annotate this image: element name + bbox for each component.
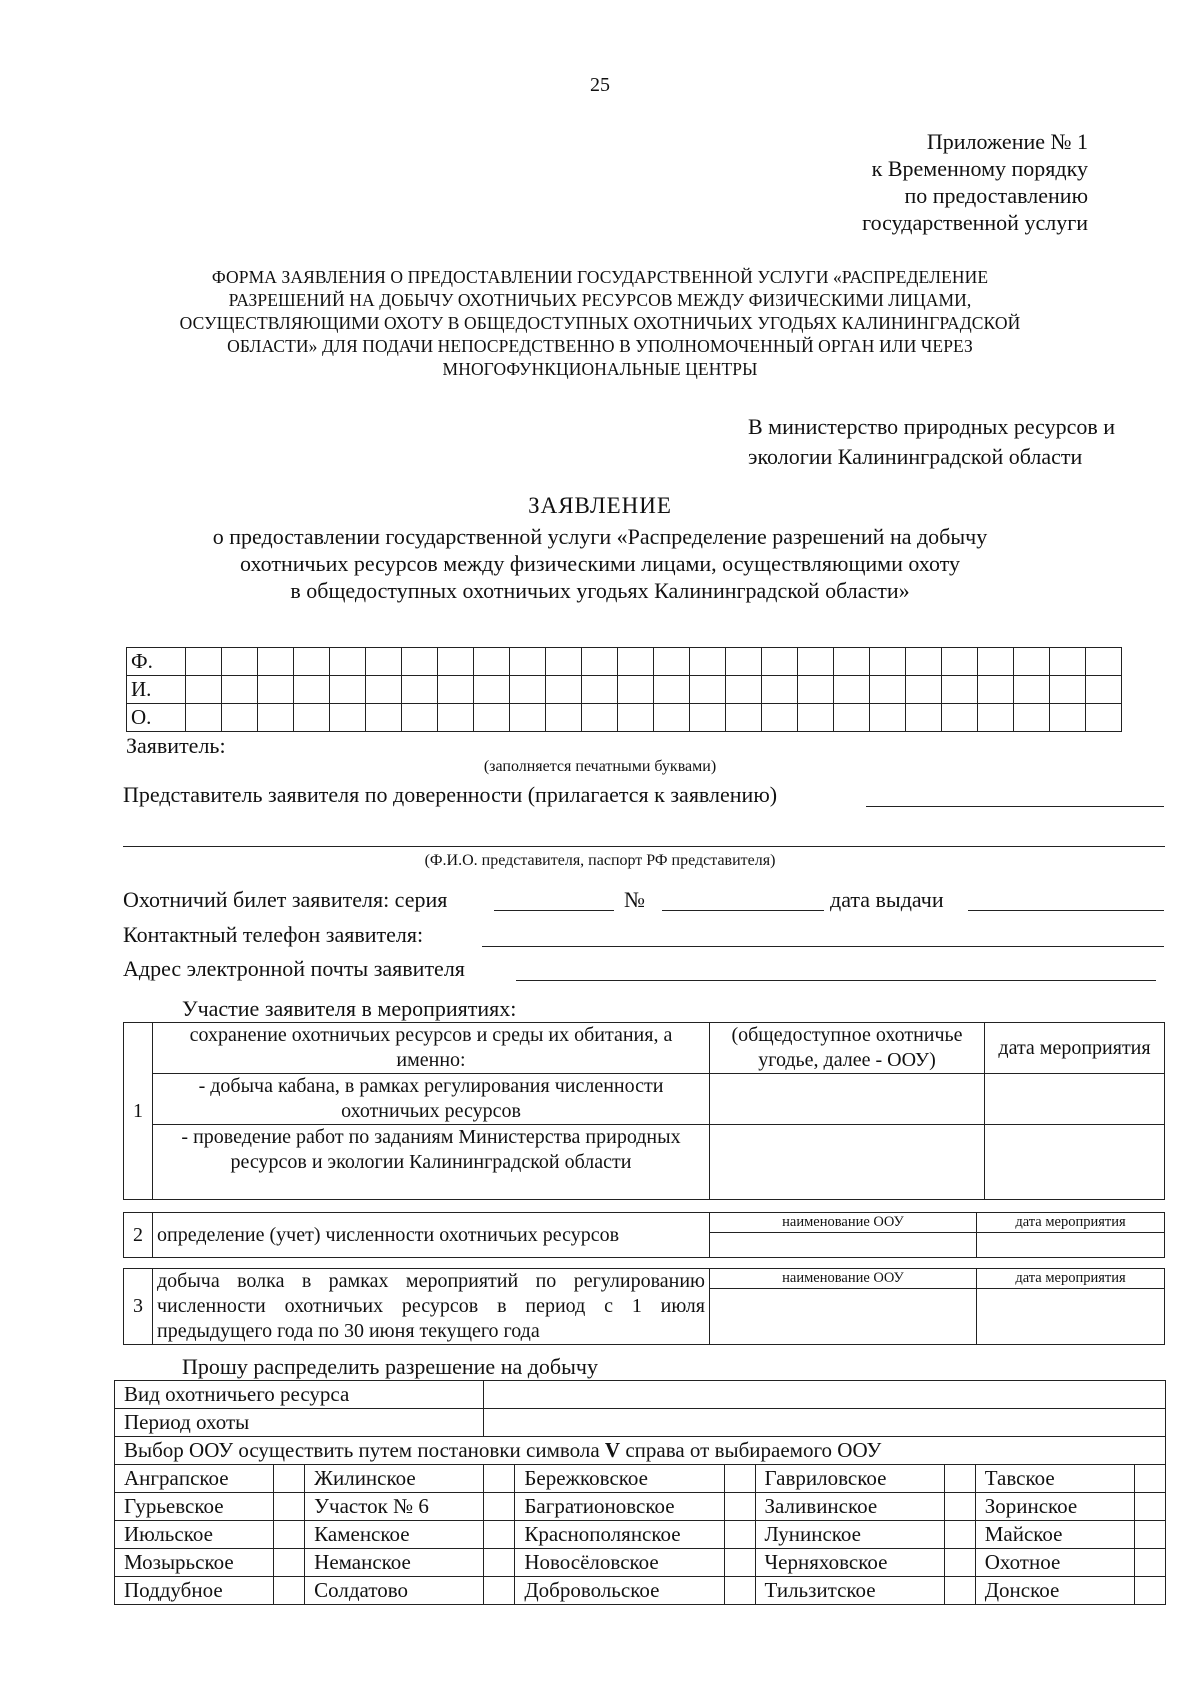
event-header: сохранение охотничьих ресурсов и среды их обитания, а именно:	[153, 1023, 710, 1074]
fio-cell[interactable]	[618, 676, 654, 704]
event-sub-ministry: - проведение работ по заданиям Министерства природных ресурсов и экологии Калининградской области	[153, 1125, 710, 1200]
events-row-boar	[124, 1074, 1165, 1125]
oou-checkbox[interactable]	[944, 1577, 975, 1605]
fio-cell[interactable]	[222, 648, 258, 676]
oou-checkbox[interactable]	[944, 1549, 975, 1577]
choice-symbol: V	[604, 1438, 621, 1462]
oou-checkbox[interactable]	[724, 1521, 755, 1549]
event-date-header: дата мероприятия	[977, 1213, 1164, 1233]
fio-cell[interactable]	[654, 704, 690, 732]
fio-cell[interactable]	[1086, 648, 1122, 676]
fio-cell[interactable]	[1014, 676, 1050, 704]
fio-cell[interactable]	[1050, 676, 1086, 704]
fio-cell[interactable]	[726, 704, 762, 732]
event-oou-header: (общедоступное охотничье угодье, далее - ООУ)	[710, 1023, 985, 1074]
event-oou-cell[interactable]	[710, 1125, 985, 1200]
oou-checkbox[interactable]	[944, 1465, 975, 1493]
events-heading: Участие заявителя в мероприятиях:	[182, 996, 517, 1021]
fio-cell[interactable]	[762, 676, 798, 704]
statement-line: в общедоступных охотничьих угодьях Калининградской области»	[290, 578, 910, 603]
oou-name: Каменское	[305, 1521, 484, 1549]
hunting-ticket-series-field[interactable]	[494, 910, 614, 911]
form-title-line: РАЗРЕШЕНИЙ НА ДОБЫЧУ ОХОТНИЧЬИХ РЕСУРСОВ МЕЖДУ ФИЗИЧЕСКИМИ ЛИЦАМИ,	[228, 290, 972, 310]
fio-cell[interactable]	[438, 676, 474, 704]
fio-cell[interactable]	[510, 704, 546, 732]
fio-cell[interactable]	[186, 676, 222, 704]
fio-cell[interactable]	[942, 704, 978, 732]
fio-cell[interactable]	[546, 676, 582, 704]
event-oou-cell[interactable]	[710, 1269, 977, 1345]
fio-cell[interactable]	[330, 704, 366, 732]
page-number: 25	[590, 74, 610, 96]
form-title	[150, 266, 1050, 381]
fio-cell[interactable]	[1050, 704, 1086, 732]
oou-name: Июльское	[115, 1521, 274, 1549]
statement-description	[150, 523, 1050, 604]
fio-cell[interactable]	[474, 648, 510, 676]
fio-cell[interactable]	[834, 704, 870, 732]
fio-cell[interactable]	[654, 648, 690, 676]
fio-cell[interactable]	[294, 704, 330, 732]
fio-row-patronymic	[127, 704, 1122, 732]
appendix-line: Приложение № 1	[926, 129, 1088, 154]
oou-name: Солдатово	[305, 1577, 484, 1605]
oou-checkbox[interactable]	[724, 1549, 755, 1577]
fio-cell[interactable]	[366, 676, 402, 704]
choice-row	[115, 1437, 1166, 1465]
oou-row	[115, 1549, 1166, 1577]
event-oou-header: наименование ООУ	[710, 1269, 976, 1289]
fio-cell[interactable]	[222, 704, 258, 732]
fio-cell[interactable]	[330, 676, 366, 704]
phone-label: Контактный телефон заявителя:	[123, 922, 424, 947]
fio-cell[interactable]	[978, 704, 1014, 732]
fio-cell[interactable]	[330, 648, 366, 676]
fio-cell[interactable]	[366, 648, 402, 676]
oou-name: Черняховское	[755, 1549, 944, 1577]
oou-row	[115, 1465, 1166, 1493]
oou-checkbox[interactable]	[944, 1521, 975, 1549]
addressee-line: экологии Калининградской области	[748, 444, 1083, 469]
appendix-line: по предоставлению	[904, 183, 1088, 208]
fio-cell[interactable]	[582, 704, 618, 732]
fio-cell[interactable]	[402, 704, 438, 732]
fio-cell[interactable]	[906, 648, 942, 676]
appendix-line: государственной услуги	[862, 210, 1088, 235]
statement-title: ЗАЯВЛЕНИЕ	[528, 493, 672, 518]
oou-name: Неманское	[305, 1549, 484, 1577]
hunting-ticket-series-label: Охотничий билет заявителя: серия	[123, 887, 448, 912]
fio-cell[interactable]	[798, 676, 834, 704]
fio-cell[interactable]	[726, 648, 762, 676]
fio-cell[interactable]	[402, 648, 438, 676]
fio-cell[interactable]	[510, 676, 546, 704]
oou-row	[115, 1577, 1166, 1605]
fio-cell[interactable]	[618, 704, 654, 732]
oou-name: Гавриловское	[755, 1465, 944, 1493]
fio-cell[interactable]	[366, 704, 402, 732]
oou-table	[114, 1380, 1166, 1605]
fio-cell[interactable]	[762, 648, 798, 676]
fio-label-o: О.	[127, 704, 186, 732]
fio-cell[interactable]	[1050, 648, 1086, 676]
fio-cell[interactable]	[978, 648, 1014, 676]
oou-name: Поддубное	[115, 1577, 274, 1605]
fio-cell[interactable]	[294, 676, 330, 704]
oou-checkbox[interactable]	[274, 1521, 305, 1549]
hunting-ticket-number-field[interactable]	[662, 910, 824, 911]
email-label: Адрес электронной почты заявителя	[123, 956, 465, 981]
fio-cell[interactable]	[690, 676, 726, 704]
oou-checkbox[interactable]	[484, 1493, 515, 1521]
events-row-wolf	[124, 1269, 1165, 1345]
oou-name: Жилинское	[305, 1465, 484, 1493]
fio-cell[interactable]	[762, 704, 798, 732]
fio-cell[interactable]	[726, 676, 762, 704]
fio-cell[interactable]	[618, 648, 654, 676]
email-field[interactable]	[516, 980, 1156, 981]
event-date-cell[interactable]	[977, 1213, 1165, 1258]
oou-checkbox[interactable]	[484, 1577, 515, 1605]
representative-field[interactable]	[866, 806, 1164, 807]
fio-cell[interactable]	[1014, 648, 1050, 676]
events-table-1	[123, 1022, 1165, 1200]
request-heading: Прошу распределить разрешение на добычу	[182, 1354, 598, 1379]
addressee-line: В министерство природных ресурсов и	[748, 414, 1116, 439]
hunting-ticket-date-field[interactable]	[968, 910, 1164, 911]
fio-cell[interactable]	[294, 648, 330, 676]
oou-name: Ангрaпское	[115, 1465, 274, 1493]
oou-checkbox[interactable]	[1134, 1577, 1165, 1605]
fio-row-name	[127, 676, 1122, 704]
form-title-line: ОБЛАСТИ» ДЛЯ ПОДАЧИ НЕПОСРЕДСТВЕННО В УПОЛНОМОЧЕННЫЙ ОРГАН ИЛИ ЧЕРЕЗ	[227, 336, 973, 356]
hunting-ticket-number-label: №	[624, 887, 645, 912]
oou-name: Гурьевское	[115, 1493, 274, 1521]
oou-checkbox[interactable]	[724, 1493, 755, 1521]
oou-name: Новосёловское	[515, 1549, 724, 1577]
oou-checkbox[interactable]	[1134, 1549, 1165, 1577]
event-number: 1	[124, 1023, 153, 1200]
event-oou-header: наименование ООУ	[710, 1213, 976, 1233]
resource-label: Вид охотничьего ресурса	[115, 1381, 484, 1409]
oou-name: Лунинское	[755, 1521, 944, 1549]
event-date-header: дата мероприятия	[977, 1269, 1164, 1289]
applicant-label: Заявитель:	[126, 733, 226, 758]
fio-cell[interactable]	[546, 704, 582, 732]
oou-checkbox[interactable]	[484, 1465, 515, 1493]
fio-cell[interactable]	[798, 648, 834, 676]
appendix-header	[862, 128, 1088, 236]
fio-cell[interactable]	[834, 676, 870, 704]
oou-name: Заливинское	[755, 1493, 944, 1521]
events-row-ministry	[124, 1125, 1165, 1200]
period-label: Период охоты	[115, 1409, 484, 1437]
fio-cell[interactable]	[690, 704, 726, 732]
oou-checkbox[interactable]	[484, 1521, 515, 1549]
event-oou-cell[interactable]	[710, 1074, 985, 1125]
event-date-cell[interactable]	[985, 1125, 1165, 1200]
representative-label: Представитель заявителя по доверенности (прилагается к заявлению)	[123, 782, 778, 807]
fio-cell[interactable]	[474, 704, 510, 732]
hunting-ticket-date-label: дата выдачи	[830, 887, 944, 912]
oou-name: Багратионовское	[515, 1493, 724, 1521]
event-date-header: дата мероприятия	[985, 1023, 1165, 1074]
fio-cell[interactable]	[690, 648, 726, 676]
oou-checkbox[interactable]	[724, 1577, 755, 1605]
oou-name: Зоринское	[975, 1493, 1134, 1521]
oou-checkbox[interactable]	[274, 1465, 305, 1493]
oou-checkbox[interactable]	[944, 1493, 975, 1521]
fio-cell[interactable]	[258, 704, 294, 732]
fio-cell[interactable]	[834, 648, 870, 676]
oou-checkbox[interactable]	[484, 1549, 515, 1577]
choice-prefix: Выбор ООУ осуществить путем постановки символа	[124, 1438, 605, 1462]
fio-cell[interactable]	[870, 648, 906, 676]
statement-line: о предоставлении государственной услуги «Распределение разрешений на добычу	[212, 524, 988, 549]
oou-checkbox[interactable]	[724, 1465, 755, 1493]
oou-row	[115, 1521, 1166, 1549]
oou-checkbox[interactable]	[274, 1577, 305, 1605]
event-wolf-text: добыча волка в рамках мероприятий по регулированию численности охотничьих ресурсов в период с 1 июля предыдущего года по 30 июня текущего года	[153, 1269, 710, 1345]
fio-cell[interactable]	[1086, 704, 1122, 732]
events-table-2	[123, 1212, 1165, 1258]
fio-cell[interactable]	[1014, 704, 1050, 732]
period-field[interactable]	[484, 1409, 1166, 1437]
fio-cell[interactable]	[438, 704, 474, 732]
form-title-line: МНОГОФУНКЦИОНАЛЬНЫЕ ЦЕНТРЫ	[442, 359, 758, 379]
fio-cell[interactable]	[870, 704, 906, 732]
fio-cell[interactable]	[438, 648, 474, 676]
event-count-text: определение (учет) численности охотничьих ресурсов	[153, 1213, 710, 1258]
oou-checkbox[interactable]	[274, 1549, 305, 1577]
form-title-line: ФОРМА ЗАЯВЛЕНИЯ О ПРЕДОСТАВЛЕНИИ ГОСУДАРСТВЕННОЙ УСЛУГИ «РАСПРЕДЕЛЕНИЕ	[211, 267, 989, 287]
fio-cell[interactable]	[978, 676, 1014, 704]
statement-line: охотничьих ресурсов между физическими лицами, осуществляющими охоту	[240, 551, 960, 576]
event-number: 3	[124, 1269, 153, 1345]
oou-checkbox[interactable]	[1134, 1465, 1165, 1493]
oou-name: Тильзитское	[755, 1577, 944, 1605]
oou-name: Донское	[975, 1577, 1134, 1605]
fio-grid	[126, 647, 1122, 732]
event-number: 2	[124, 1213, 153, 1258]
oou-name: Участок № 6	[305, 1493, 484, 1521]
oou-checkbox[interactable]	[1134, 1493, 1165, 1521]
fio-cell[interactable]	[1086, 676, 1122, 704]
events-table-3	[123, 1268, 1165, 1345]
oou-name: Охотное	[975, 1549, 1134, 1577]
event-date-cell[interactable]	[977, 1269, 1165, 1345]
fio-cell[interactable]	[582, 676, 618, 704]
oou-name: Краснополянское	[515, 1521, 724, 1549]
fio-cell[interactable]	[258, 648, 294, 676]
event-oou-cell[interactable]	[710, 1213, 977, 1258]
fio-cell[interactable]	[474, 676, 510, 704]
event-sub-boar: - добыча кабана, в рамках регулирования численности охотничьих ресурсов	[153, 1074, 710, 1125]
fio-cell[interactable]	[906, 704, 942, 732]
fio-cell[interactable]	[582, 648, 618, 676]
events-row-count	[124, 1213, 1165, 1258]
fio-cell[interactable]	[942, 676, 978, 704]
oou-name: Тавское	[975, 1465, 1134, 1493]
fio-cell[interactable]	[402, 676, 438, 704]
oou-checkbox[interactable]	[274, 1493, 305, 1521]
phone-field[interactable]	[482, 946, 1164, 947]
oou-row	[115, 1493, 1166, 1521]
form-title-line: ОСУЩЕСТВЛЯЮЩИМИ ОХОТУ В ОБЩЕДОСТУПНЫХ ОХОТНИЧЬИХ УГОДЬЯХ КАЛИНИНГРАДСКОЙ	[179, 313, 1021, 333]
fio-cell[interactable]	[654, 676, 690, 704]
oou-name: Бережковское	[515, 1465, 724, 1493]
fio-cell[interactable]	[906, 676, 942, 704]
print-hint: (заполняется печатными буквами)	[483, 758, 717, 775]
fio-cell[interactable]	[222, 676, 258, 704]
representative-hint: (Ф.И.О. представителя, паспорт РФ представителя)	[424, 852, 776, 869]
fio-cell[interactable]	[186, 704, 222, 732]
representative-field-line2[interactable]	[123, 846, 1165, 847]
fio-cell[interactable]	[870, 676, 906, 704]
fio-label-f: Ф.	[127, 648, 186, 676]
fio-cell[interactable]	[942, 648, 978, 676]
oou-name: Добровольское	[515, 1577, 724, 1605]
resource-row	[115, 1381, 1166, 1409]
appendix-line: к Временному порядку	[871, 156, 1088, 181]
events-row-header	[124, 1023, 1165, 1074]
oou-name: Мозырьское	[115, 1549, 274, 1577]
choice-suffix: справа от выбираемого ООУ	[620, 1438, 882, 1462]
fio-label-i: И.	[127, 676, 186, 704]
fio-cell[interactable]	[798, 704, 834, 732]
fio-cell[interactable]	[546, 648, 582, 676]
oou-name: Майское	[975, 1521, 1134, 1549]
oou-checkbox[interactable]	[1134, 1521, 1165, 1549]
period-row	[115, 1409, 1166, 1437]
fio-cell[interactable]	[186, 648, 222, 676]
event-date-cell[interactable]	[985, 1074, 1165, 1125]
addressee	[748, 412, 1115, 472]
fio-row-surname	[127, 648, 1122, 676]
fio-cell[interactable]	[258, 676, 294, 704]
resource-field[interactable]	[484, 1381, 1166, 1409]
fio-cell[interactable]	[510, 648, 546, 676]
choice-instruction	[115, 1437, 1166, 1465]
